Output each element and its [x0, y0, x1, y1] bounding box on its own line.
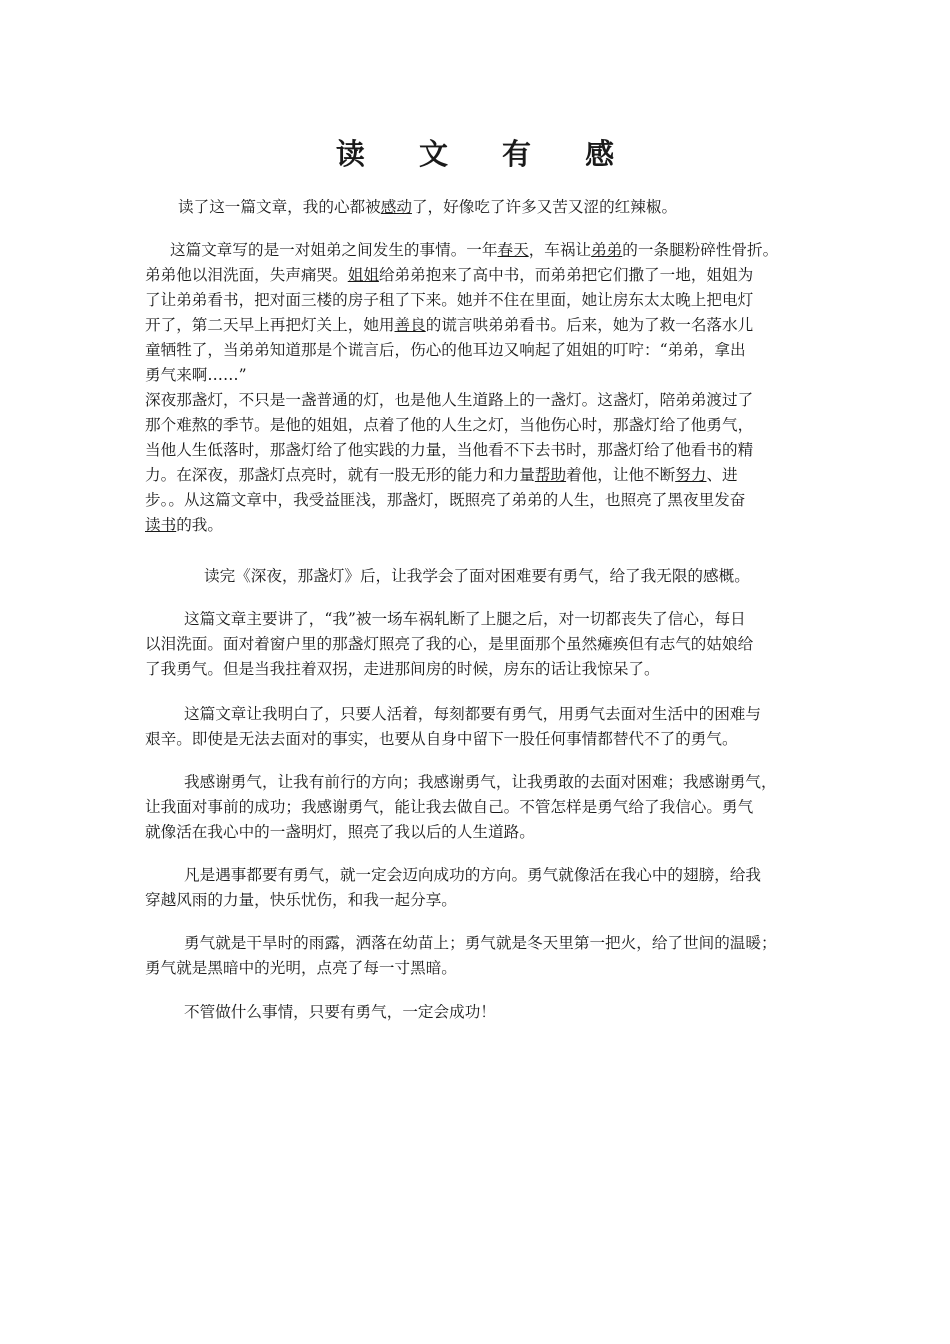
underlined-word: 弟弟 [591, 241, 623, 259]
text-line: 艰辛。即使是无法去面对的事实，也要从自身中留下一股任何事情都替代不了的勇气。 [145, 730, 738, 748]
page-title: 读 文 有 感 [335, 137, 637, 171]
text-line: 了我勇气。但是当我拄着双拐，走进那间房的时候，房东的话让我惊呆了。 [145, 660, 660, 678]
text-span: 读了这一篇文章，我的心都被 [178, 198, 381, 216]
text-span: 着他，让他不断 [566, 466, 676, 484]
text-line: 勇气就是黑暗中的光明，点亮了每一寸黑暗。 [145, 959, 457, 977]
underlined-word: 姐姐 [347, 266, 379, 284]
text-span: 的我。 [176, 516, 223, 534]
text-line [170, 239, 778, 261]
text-line [145, 264, 753, 286]
underlined-word: 帮助 [534, 466, 567, 484]
text-line: 就像活在我心中的一盏明灯，照亮了我以后的人生道路。 [145, 823, 535, 841]
text-span: 力。在深夜，那盏灯点亮时，就有一股无形的能力和力量 [145, 466, 535, 484]
text-line: 当他人生低落时，那盏灯给了他实践的力量，当他看不下去书时，那盏灯给了他看书的精 [145, 441, 754, 459]
text-line: 让我面对事前的成功；我感谢勇气，能让我去做自己。不管怎样是勇气给了我信心。勇气 [145, 798, 754, 816]
underlined-word: 感动 [380, 198, 412, 216]
text-line: 穿越风雨的力量，快乐忧伤，和我一起分享。 [145, 891, 457, 909]
text-span: 这篇文章写的是一对姐弟之间发生的事情。一年 [170, 241, 498, 259]
text-line [145, 514, 223, 536]
text-span: 的谎言哄弟弟看书。后来，她为了救一名落水儿 [425, 316, 754, 334]
text-span: 弟弟他以泪洗面，失声痛哭。 [145, 266, 348, 284]
text-line: 这篇文章主要讲了，“我”被一场车祸轧断了上腿之后，对一切都丧失了信心，每日 [184, 610, 746, 628]
text-line: 勇气来啊……” [145, 366, 247, 384]
text-line: 凡是遇事都要有勇气，就一定会迈向成功的方向。勇气就像活在我心中的翅膀，给我 [184, 866, 761, 884]
text-line: 了让弟弟看书，把对面三楼的房子租了下来。她并不住在里面，她让房东太太晚上把电灯 [145, 291, 754, 309]
text-line: 步。。从这篇文章中，我受益匪浅，那盏灯，既照亮了弟弟的人生，也照亮了黑夜里发奋 [145, 491, 746, 509]
text-span: 的一条腿粉碎性骨折。 [622, 241, 779, 259]
text-span: 了，好像吃了许多又苦又涩的红辣椒。 [411, 198, 678, 216]
underlined-word: 春天 [497, 241, 529, 259]
text-line: 我感谢勇气，让我有前行的方向；我感谢勇气，让我勇敢的去面对困难；我感谢勇气， [184, 773, 777, 791]
text-line [145, 464, 738, 486]
underlined-word: 努力 [675, 466, 707, 484]
text-line: 深夜那盏灯，不只是一盏普通的灯，也是他人生道路上的一盏灯。这盏灯，陪弟弟渡过了 [145, 391, 754, 409]
underlined-word: 善良 [394, 316, 426, 334]
text-line: 不管做什么事情，只要有勇气，一定会成功！ [184, 1003, 496, 1021]
text-line: 勇气就是干旱时的雨露，洒落在幼苗上；勇气就是冬天里第一把火，给了世间的温暖； [184, 934, 777, 952]
text-line [178, 196, 677, 218]
text-span: ，车祸让 [528, 241, 592, 259]
text-line [145, 314, 753, 336]
text-line: 这篇文章让我明白了，只要人活着，每刻都要有勇气，用勇气去面对生活中的困难与 [184, 705, 761, 723]
text-line: 读完《深夜，那盏灯》后，让我学会了面对困难要有勇气，给了我无限的感概。 [204, 567, 750, 585]
text-line: 那个难熬的季节。是他的姐姐，点着了他的人生之灯，当他伤心时，那盏灯给了他勇气， [145, 416, 754, 434]
text-span: 、进 [706, 466, 738, 484]
text-line: 以泪洗面。面对着窗户里的那盏灯照亮了我的心，是里面那个虽然瘫痪但有志气的姑娘给 [145, 635, 754, 653]
text-span: 开了，第二天早上再把灯关上，她用 [145, 316, 395, 334]
underlined-word: 读书 [145, 516, 177, 534]
text-line: 童牺牲了，当弟弟知道那是个谎言后，伤心的他耳边又响起了姐姐的叮咛：“弟弟，拿出 [145, 341, 746, 359]
text-span: 给弟弟抱来了高中书，而弟弟把它们撒了一地，姐姐为 [378, 266, 754, 284]
